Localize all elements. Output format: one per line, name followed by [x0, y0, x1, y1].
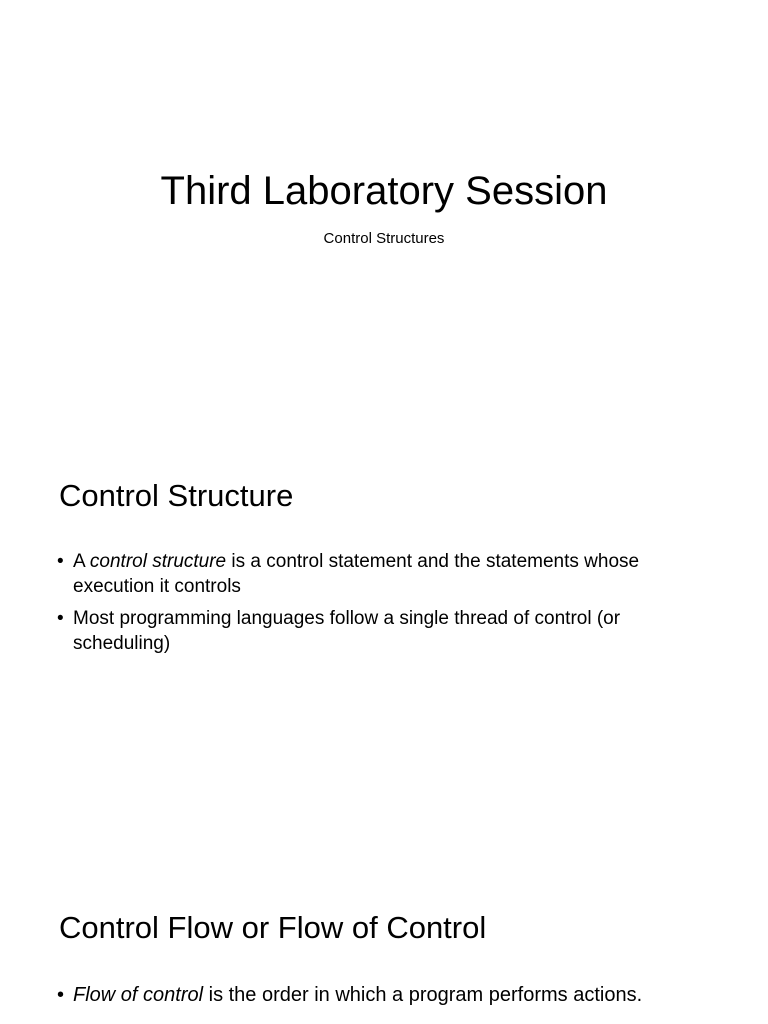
- bullet-text: is the order in which a program performs actions.: [203, 984, 643, 1006]
- slide-title: Third Laboratory Session: [160, 169, 608, 213]
- bullet-text: Most programming languages follow a single thread of control (or scheduling): [73, 608, 621, 654]
- bullet-marker: •: [57, 551, 64, 572]
- bullet-item: [57, 983, 708, 1008]
- bullet-prefix: A: [73, 551, 90, 572]
- bullet-emphasis: Flow of control: [73, 984, 204, 1006]
- slide-heading: Control Flow or Flow of Control: [59, 910, 487, 945]
- bullet-list: [57, 549, 708, 663]
- bullet-list: [57, 983, 708, 1015]
- bullet-marker: •: [57, 984, 65, 1006]
- bullet-item: [57, 606, 708, 656]
- slide-heading: Control Structure: [59, 478, 294, 513]
- control-structure-slide: [0, 432, 768, 864]
- bullet-marker: •: [57, 608, 64, 629]
- slide-subtitle: Control Structures: [323, 230, 445, 247]
- title-slide: [0, 0, 768, 432]
- control-flow-slide: [0, 864, 768, 1024]
- bullet-text: is a control statement and the statements whose execution it controls: [73, 551, 640, 597]
- bullet-item: [57, 549, 708, 599]
- bullet-emphasis: control structure: [89, 551, 227, 572]
